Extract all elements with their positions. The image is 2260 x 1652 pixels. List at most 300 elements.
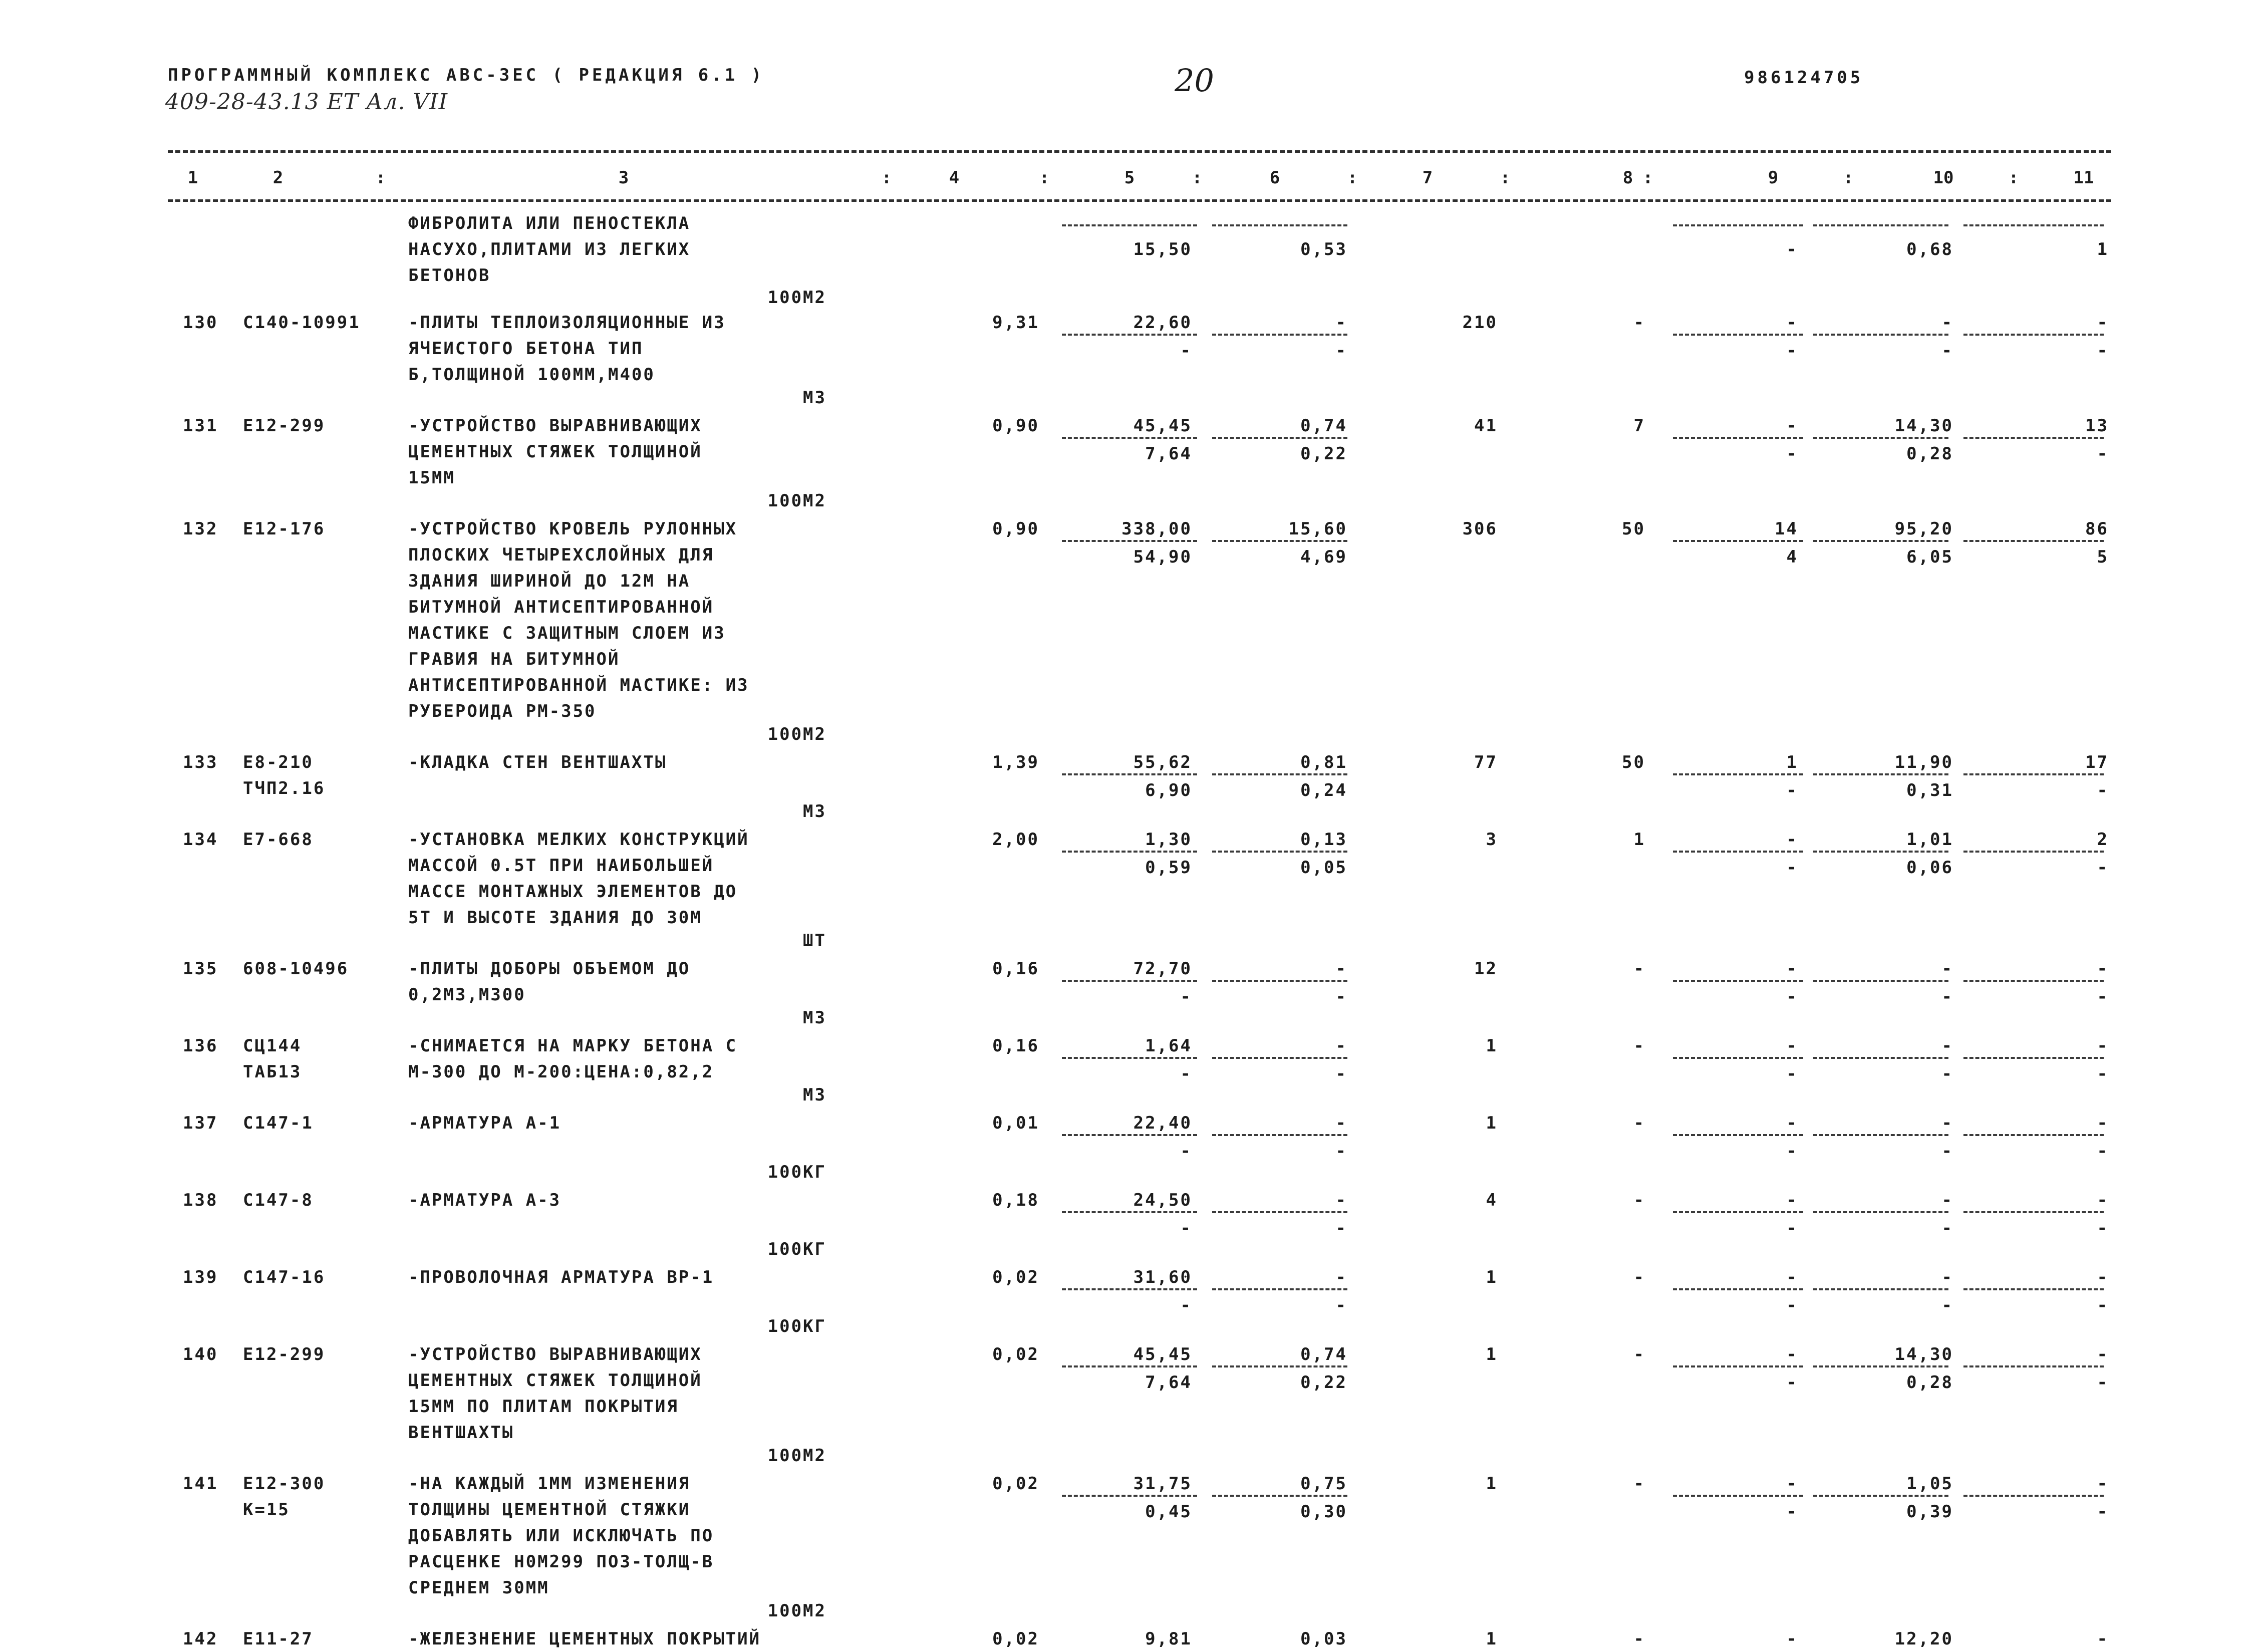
subtotal-rule	[1062, 980, 1197, 982]
row-c6-value: -	[1335, 1267, 1347, 1287]
row-c6b-value: -	[1335, 1295, 1347, 1315]
row-unit: М3	[803, 1085, 826, 1105]
row-code: С147-8	[243, 1190, 314, 1210]
subtotal-rule	[1963, 1365, 2104, 1367]
row-number: 132	[183, 519, 218, 539]
row-description-line: -УСТРОЙСТВО ВЫРАВНИВАЮЩИХ	[408, 1344, 702, 1364]
subtotal-rule	[1673, 851, 1803, 853]
subtotal-rule	[1673, 540, 1803, 542]
subtotal-rule	[1963, 334, 2104, 336]
row-code: Е8-210	[243, 752, 314, 772]
subtotal-rule	[1963, 1211, 2104, 1213]
row-description-line: М-300 ДО М-200:ЦЕНА:0,82,2	[408, 1062, 714, 1082]
subtotal-rule	[1212, 1288, 1347, 1290]
subtotal-rule	[1813, 1134, 1948, 1136]
row-c6b-value: -	[1335, 987, 1347, 1007]
row-c10b-value: -	[1941, 1064, 1953, 1084]
row-c6-value: 0,03	[1300, 1629, 1347, 1649]
header-rule-bottom	[168, 199, 2111, 202]
row-number: 134	[183, 830, 218, 850]
row-number: 131	[183, 416, 218, 436]
row-unit: 100М2	[767, 724, 826, 744]
row-c9b-value: -	[1786, 341, 1798, 361]
subtotal-rule	[1212, 334, 1347, 336]
row-c7-value: 1	[1486, 1344, 1498, 1364]
row-description-line: 15ММ ПО ПЛИТАМ ПОКРЫТИЯ	[408, 1397, 679, 1417]
row-number: 136	[183, 1036, 218, 1056]
row-c10b-value: 0,06	[1906, 858, 1953, 878]
document-id: 986124705	[1744, 68, 1864, 88]
subtotal-rule	[1673, 980, 1803, 982]
row-code: К=15	[243, 1500, 290, 1520]
row-description-line: РУБЕРОИДА РМ-350	[408, 701, 597, 721]
row-c6b-value: -	[1335, 1064, 1347, 1084]
row-c5-value: 31,75	[1133, 1474, 1192, 1494]
column-separator: :	[1843, 168, 1854, 188]
row-c5b-value: -	[1180, 1141, 1192, 1161]
row-number: 138	[183, 1190, 218, 1210]
row-unit: ШТ	[803, 931, 826, 951]
row-c10b-value: 0,28	[1906, 444, 1953, 464]
subtotal-rule	[1813, 1288, 1948, 1290]
row-c4-value: 1,39	[992, 752, 1039, 772]
row-c5b-value: -	[1180, 1295, 1192, 1315]
row-c9b-value: -	[1786, 1372, 1798, 1393]
document-code: 409-28-43.13 ЕТ Ал. VII	[165, 89, 448, 115]
subtotal-rule	[1963, 224, 2104, 226]
row-c10-value: -	[1941, 959, 1953, 979]
subtotal-rule	[1062, 334, 1197, 336]
subtotal-rule	[1673, 1134, 1803, 1136]
row-c10b-value: -	[1941, 1141, 1953, 1161]
subtotal-rule	[1813, 1057, 1948, 1059]
subtotal-rule	[1212, 437, 1347, 439]
row-unit: М3	[803, 1008, 826, 1028]
subtotal-rule	[1673, 1057, 1803, 1059]
row-c7-value: 1	[1486, 1113, 1498, 1133]
row-unit: 100КГ	[767, 1316, 826, 1336]
column-separator: :	[1039, 168, 1050, 188]
row-code: 608-10496	[243, 959, 349, 979]
row-c9b-value: -	[1786, 1064, 1798, 1084]
row-unit: 100М2	[767, 1601, 826, 1621]
subtotal-rule	[1212, 1211, 1347, 1213]
row-number: 140	[183, 1344, 218, 1364]
row-code: ТАБ13	[243, 1062, 302, 1082]
row-c11b-value: -	[2097, 1141, 2109, 1161]
row-c9-value: -	[1786, 1113, 1798, 1133]
row-c11b-value: -	[2097, 987, 2109, 1007]
row-c8-value: -	[1633, 1113, 1645, 1133]
row-description-line: -НА КАЖДЫЙ 1ММ ИЗМЕНЕНИЯ	[408, 1474, 691, 1494]
continuation-c10b-value: 0,68	[1906, 239, 1953, 259]
subtotal-rule	[1062, 1134, 1197, 1136]
row-description-line: -ПЛИТЫ ТЕПЛОИЗОЛЯЦИОННЫЕ ИЗ	[408, 313, 726, 333]
row-c10-value: -	[1941, 1036, 1953, 1056]
row-c9-value: -	[1786, 1036, 1798, 1056]
subtotal-rule	[1212, 1365, 1347, 1367]
header-rule-top	[168, 150, 2111, 153]
subtotal-rule	[1673, 1365, 1803, 1367]
row-c9b-value: -	[1786, 987, 1798, 1007]
row-c6b-value: 0,22	[1300, 1372, 1347, 1393]
row-c9-value: -	[1786, 959, 1798, 979]
row-c9-value: 14	[1775, 519, 1798, 539]
row-c7-value: 77	[1474, 752, 1498, 772]
row-description-line: -ПЛИТЫ ДОБОРЫ ОБЪЕМОМ ДО	[408, 959, 691, 979]
row-c5-value: 338,00	[1121, 519, 1192, 539]
row-code: С147-16	[243, 1267, 326, 1287]
row-number: 135	[183, 959, 218, 979]
row-c4-value: 0,18	[992, 1190, 1039, 1210]
continuation-unit: 100М2	[767, 288, 826, 308]
row-description-line: ТОЛЩИНЫ ЦЕМЕНТНОЙ СТЯЖКИ	[408, 1500, 691, 1520]
row-c5b-value: -	[1180, 1064, 1192, 1084]
row-c10-value: 95,20	[1894, 519, 1953, 539]
row-c6-value: -	[1335, 959, 1347, 979]
subtotal-rule	[1673, 1495, 1803, 1497]
row-c10-value: -	[1941, 1190, 1953, 1210]
row-c9b-value: -	[1786, 1218, 1798, 1238]
subtotal-rule	[1813, 334, 1948, 336]
row-c11-value: -	[2097, 1267, 2109, 1287]
row-description-line: 5Т И ВЫСОТЕ ЗДАНИЯ ДО 30М	[408, 908, 702, 928]
row-description-line: 15ММ	[408, 468, 455, 488]
column-header-3: 3	[618, 168, 629, 188]
continuation-description-line: ФИБРОЛИТА ИЛИ ПЕНОСТЕКЛА	[408, 213, 691, 233]
row-c11b-value: -	[2097, 1295, 2109, 1315]
row-c7-value: 1	[1486, 1474, 1498, 1494]
subtotal-rule	[1813, 851, 1948, 853]
row-c6-value: 0,13	[1300, 830, 1347, 850]
column-separator: :	[2008, 168, 2019, 188]
subtotal-rule	[1813, 224, 1948, 226]
row-description-line: -ЖЕЛЕЗНЕНИЕ ЦЕМЕНТНЫХ ПОКРЫТИЙ	[408, 1629, 761, 1649]
subtotal-rule	[1813, 437, 1948, 439]
subtotal-rule	[1212, 851, 1347, 853]
row-description-line: -КЛАДКА СТЕН ВЕНТШАХТЫ	[408, 752, 667, 772]
row-c5b-value: -	[1180, 987, 1192, 1007]
row-description-line: -АРМАТУРА А-1	[408, 1113, 561, 1133]
row-c8-value: -	[1633, 959, 1645, 979]
page-number: 20	[1175, 62, 1214, 99]
row-c4-value: 0,02	[992, 1344, 1039, 1364]
row-description-line: ГРАВИЯ НА БИТУМНОЙ	[408, 649, 620, 669]
row-c10b-value: 0,31	[1906, 780, 1953, 800]
row-c4-value: 2,00	[992, 830, 1039, 850]
row-c5-value: 24,50	[1133, 1190, 1192, 1210]
row-c9-value: -	[1786, 1267, 1798, 1287]
row-number: 141	[183, 1474, 218, 1494]
row-code: Е11-27	[243, 1629, 314, 1649]
column-separator: :	[1192, 168, 1203, 188]
row-description-line: ПЛОСКИХ ЧЕТЫРЕХСЛОЙНЫХ ДЛЯ	[408, 545, 714, 565]
row-c5-value: 72,70	[1133, 959, 1192, 979]
row-c6b-value: 0,22	[1300, 444, 1347, 464]
row-c5-value: 55,62	[1133, 752, 1192, 772]
row-description-line: -АРМАТУРА А-3	[408, 1190, 561, 1210]
row-c11b-value: -	[2097, 444, 2109, 464]
row-c11b-value: -	[2097, 341, 2109, 361]
continuation-c5b-value: 15,50	[1133, 239, 1192, 259]
row-unit: 100КГ	[767, 1162, 826, 1182]
row-description-line: Б,ТОЛЩИНОЙ 100ММ,М400	[408, 365, 655, 385]
row-c11-value: 13	[2085, 416, 2109, 436]
row-c5b-value: -	[1180, 1218, 1192, 1238]
row-c9-value: -	[1786, 313, 1798, 333]
row-c9b-value: 4	[1786, 547, 1798, 567]
continuation-c9b-value: -	[1786, 239, 1798, 259]
row-c10-value: 1,01	[1906, 830, 1953, 850]
row-c11-value: -	[2097, 1629, 2109, 1649]
subtotal-rule	[1673, 773, 1803, 775]
row-description-line: СРЕДНЕМ 30ММ	[408, 1578, 549, 1598]
subtotal-rule	[1813, 1495, 1948, 1497]
continuation-c6b-value: 0,53	[1300, 239, 1347, 259]
row-c7-value: 3	[1486, 830, 1498, 850]
row-c8-value: -	[1633, 313, 1645, 333]
row-c9-value: -	[1786, 1344, 1798, 1364]
row-c8-value: -	[1633, 1267, 1645, 1287]
row-c5-value: 45,45	[1133, 1344, 1192, 1364]
row-c11-value: 2	[2097, 830, 2109, 850]
column-separator: :	[1500, 168, 1511, 188]
row-description-line: МАССЕ МОНТАЖНЫХ ЭЛЕМЕНТОВ ДО	[408, 882, 738, 902]
subtotal-rule	[1673, 1211, 1803, 1213]
row-c11-value: -	[2097, 1036, 2109, 1056]
row-c8-value: 50	[1622, 752, 1645, 772]
row-c8-value: -	[1633, 1474, 1645, 1494]
row-c11-value: -	[2097, 1344, 2109, 1364]
row-c5b-value: 0,45	[1145, 1502, 1192, 1522]
row-c10-value: -	[1941, 1113, 1953, 1133]
subtotal-rule	[1813, 1365, 1948, 1367]
subtotal-rule	[1963, 773, 2104, 775]
row-c9-value: -	[1786, 1190, 1798, 1210]
row-c10b-value: -	[1941, 341, 1953, 361]
continuation-c11b-value: 1	[2097, 239, 2109, 259]
row-c9-value: -	[1786, 1474, 1798, 1494]
row-c11-value: -	[2097, 959, 2109, 979]
subtotal-rule	[1963, 540, 2104, 542]
subtotal-rule	[1963, 851, 2104, 853]
row-description-line: МАССОЙ 0.5Т ПРИ НАИБОЛЬШЕЙ	[408, 856, 714, 876]
row-c6-value: 15,60	[1288, 519, 1347, 539]
row-description-line: ВЕНТШАХТЫ	[408, 1423, 514, 1443]
row-unit: М3	[803, 388, 826, 408]
row-c11b-value: -	[2097, 1218, 2109, 1238]
column-header-9: 9	[1768, 168, 1779, 188]
row-description-line: -ПРОВОЛОЧНАЯ АРМАТУРА ВР-1	[408, 1267, 714, 1287]
row-c6b-value: 0,24	[1300, 780, 1347, 800]
row-description-line: -УСТРОЙСТВО ВЫРАВНИВАЮЩИХ	[408, 416, 702, 436]
row-c5b-value: 7,64	[1145, 1372, 1192, 1393]
column-header-7: 7	[1422, 168, 1433, 188]
row-c4-value: 9,31	[992, 313, 1039, 333]
row-c8-value: -	[1633, 1629, 1645, 1649]
row-c8-value: 7	[1633, 416, 1645, 436]
row-c11-value: -	[2097, 1190, 2109, 1210]
row-c6-value: 0,74	[1300, 416, 1347, 436]
row-c11b-value: -	[2097, 1372, 2109, 1393]
continuation-description-line: БЕТОНОВ	[408, 265, 491, 286]
subtotal-rule	[1813, 540, 1948, 542]
subtotal-rule	[1963, 1495, 2104, 1497]
row-description-line: -СНИМАЕТСЯ НА МАРКУ БЕТОНА С	[408, 1036, 738, 1056]
row-c6-value: -	[1335, 1113, 1347, 1133]
row-code: Е7-668	[243, 830, 314, 850]
row-c5b-value: 0,59	[1145, 858, 1192, 878]
row-description-line: МАСТИКЕ С ЗАЩИТНЫМ СЛОЕМ ИЗ	[408, 623, 726, 643]
row-unit: 100М2	[767, 491, 826, 511]
row-c10b-value: -	[1941, 987, 1953, 1007]
continuation-description-line: НАСУХО,ПЛИТАМИ ИЗ ЛЕГКИХ	[408, 239, 691, 259]
row-number: 133	[183, 752, 218, 772]
row-c9-value: 1	[1786, 752, 1798, 772]
column-header-2: 2	[272, 168, 284, 188]
row-c6-value: 0,74	[1300, 1344, 1347, 1364]
row-c6b-value: -	[1335, 1141, 1347, 1161]
row-c11-value: -	[2097, 1113, 2109, 1133]
column-separator: :	[375, 168, 386, 188]
row-c11b-value: 5	[2097, 547, 2109, 567]
column-header-5: 5	[1124, 168, 1135, 188]
row-code: Е12-299	[243, 416, 326, 436]
row-number: 130	[183, 313, 218, 333]
subtotal-rule	[1212, 980, 1347, 982]
row-c9b-value: -	[1786, 1295, 1798, 1315]
column-header-4: 4	[949, 168, 960, 188]
row-c5-value: 22,60	[1133, 313, 1192, 333]
row-c10-value: 11,90	[1894, 752, 1953, 772]
column-separator: :	[1642, 168, 1653, 188]
column-separator: :	[881, 168, 892, 188]
subtotal-rule	[1062, 1057, 1197, 1059]
row-c7-value: 41	[1474, 416, 1498, 436]
row-c4-value: 0,02	[992, 1474, 1039, 1494]
row-unit: 100М2	[767, 1446, 826, 1466]
row-c5-value: 45,45	[1133, 416, 1192, 436]
row-c6b-value: -	[1335, 1218, 1347, 1238]
row-c4-value: 0,16	[992, 1036, 1039, 1056]
subtotal-rule	[1062, 851, 1197, 853]
row-c8-value: -	[1633, 1344, 1645, 1364]
subtotal-rule	[1963, 1288, 2104, 1290]
row-c11b-value: -	[2097, 1502, 2109, 1522]
subtotal-rule	[1813, 980, 1948, 982]
row-c11-value: -	[2097, 1474, 2109, 1494]
row-c11b-value: -	[2097, 1064, 2109, 1084]
subtotal-rule	[1212, 540, 1347, 542]
subtotal-rule	[1813, 1211, 1948, 1213]
row-code: С140-10991	[243, 313, 361, 333]
subtotal-rule	[1963, 980, 2104, 982]
row-c6b-value: 4,69	[1300, 547, 1347, 567]
row-number: 137	[183, 1113, 218, 1133]
row-c10b-value: -	[1941, 1295, 1953, 1315]
row-c10-value: -	[1941, 1267, 1953, 1287]
row-c7-value: 306	[1462, 519, 1498, 539]
subtotal-rule	[1813, 773, 1948, 775]
row-c6-value: -	[1335, 1190, 1347, 1210]
row-c4-value: 0,16	[992, 959, 1039, 979]
row-c4-value: 0,02	[992, 1267, 1039, 1287]
subtotal-rule	[1673, 334, 1803, 336]
row-c4-value: 0,90	[992, 416, 1039, 436]
row-c10b-value: 6,05	[1906, 547, 1953, 567]
row-c7-value: 4	[1486, 1190, 1498, 1210]
row-c7-value: 12	[1474, 959, 1498, 979]
row-description-line: АНТИСЕПТИРОВАННОЙ МАСТИКЕ: ИЗ	[408, 675, 749, 695]
row-c11-value: 17	[2085, 752, 2109, 772]
subtotal-rule	[1062, 773, 1197, 775]
row-description-line: РАСЦЕНКЕ Н0М299 ПОЗ-ТОЛЩ-В	[408, 1552, 714, 1572]
column-header-11: 11	[2073, 168, 2094, 188]
row-c9b-value: -	[1786, 1502, 1798, 1522]
row-c10-value: 14,30	[1894, 1344, 1953, 1364]
row-description-line: -УСТРОЙСТВО КРОВЕЛЬ РУЛОННЫХ	[408, 519, 738, 539]
subtotal-rule	[1062, 1288, 1197, 1290]
column-header-6: 6	[1269, 168, 1280, 188]
row-c10-value: -	[1941, 313, 1953, 333]
subtotal-rule	[1212, 224, 1347, 226]
row-description-line: ЦЕМЕНТНЫХ СТЯЖЕК ТОЛЩИНОЙ	[408, 1370, 702, 1391]
row-unit: 100КГ	[767, 1239, 826, 1259]
row-code: Е12-299	[243, 1344, 326, 1364]
row-c10b-value: 0,28	[1906, 1372, 1953, 1393]
row-c8-value: 1	[1633, 830, 1645, 850]
row-c10b-value: 0,39	[1906, 1502, 1953, 1522]
row-description-line: ЯЧЕИСТОГО БЕТОНА ТИП	[408, 339, 644, 359]
subtotal-rule	[1212, 1134, 1347, 1136]
row-c5-value: 22,40	[1133, 1113, 1192, 1133]
row-c7-value: 1	[1486, 1267, 1498, 1287]
program-title: ПРОГРАММНЫЙ КОМПЛЕКС АВС-3ЕС ( РЕДАКЦИЯ 6.1 )	[168, 65, 765, 85]
row-c9b-value: -	[1786, 858, 1798, 878]
row-number: 139	[183, 1267, 218, 1287]
row-c11b-value: -	[2097, 780, 2109, 800]
row-c9-value: -	[1786, 1629, 1798, 1649]
row-unit: М3	[803, 801, 826, 821]
row-c9-value: -	[1786, 830, 1798, 850]
row-c5-value: 31,60	[1133, 1267, 1192, 1287]
subtotal-rule	[1212, 773, 1347, 775]
row-c7-value: 1	[1486, 1629, 1498, 1649]
row-c11-value: 86	[2085, 519, 2109, 539]
row-number: 142	[183, 1629, 218, 1649]
row-c5b-value: 7,64	[1145, 444, 1192, 464]
row-c4-value: 0,90	[992, 519, 1039, 539]
row-c4-value: 0,02	[992, 1629, 1039, 1649]
row-c6b-value: 0,05	[1300, 858, 1347, 878]
subtotal-rule	[1062, 540, 1197, 542]
row-c5-value: 1,30	[1145, 830, 1192, 850]
row-code: Е12-176	[243, 519, 326, 539]
row-c8-value: -	[1633, 1036, 1645, 1056]
row-c6b-value: -	[1335, 341, 1347, 361]
subtotal-rule	[1673, 437, 1803, 439]
row-c9b-value: -	[1786, 444, 1798, 464]
row-c6-value: 0,75	[1300, 1474, 1347, 1494]
row-c9-value: -	[1786, 416, 1798, 436]
subtotal-rule	[1673, 224, 1803, 226]
row-c6-value: 0,81	[1300, 752, 1347, 772]
subtotal-rule	[1062, 224, 1197, 226]
row-c6b-value: 0,30	[1300, 1502, 1347, 1522]
row-c6-value: -	[1335, 1036, 1347, 1056]
row-c8-value: -	[1633, 1190, 1645, 1210]
row-c10-value: 1,05	[1906, 1474, 1953, 1494]
